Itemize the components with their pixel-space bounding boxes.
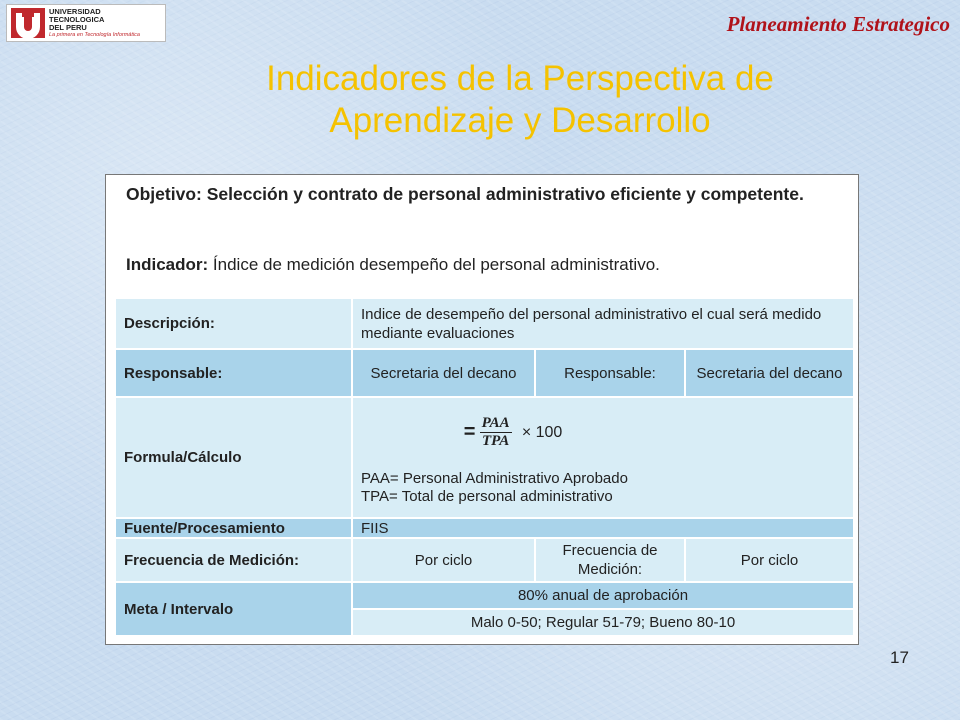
indicator-card <box>105 174 859 645</box>
utp-logo-icon <box>11 8 45 38</box>
objective-label: Objetivo: <box>126 184 202 204</box>
frecuencia-value-1: Por ciclo <box>352 538 535 582</box>
formula-cell <box>352 397 854 518</box>
table-row-descripcion <box>115 298 854 349</box>
page-number: 17 <box>890 648 909 667</box>
fuente-value: FIIS <box>352 518 854 538</box>
logo-text <box>49 8 104 32</box>
objective <box>126 181 826 208</box>
formula-numerator: PAA <box>481 415 510 431</box>
descripcion-label: Descripción: <box>115 298 352 349</box>
frecuencia-label: Frecuencia de Medición: <box>115 538 352 582</box>
formula-definition-1: PAA= Personal Administrativo Aprobado <box>361 470 628 487</box>
formula-definitions <box>361 470 845 506</box>
formula-denominator: TPA <box>482 433 510 449</box>
indicator-table <box>114 297 855 637</box>
logo-line-2: TECNOLOGICA <box>49 15 105 24</box>
university-logo <box>6 4 166 42</box>
slide-title-line-2: Aprendizaje y Desarrollo <box>329 101 711 140</box>
meta-value-2: Malo 0-50; Regular 51-79; Bueno 80-10 <box>352 609 854 636</box>
formula-multiplier: × 100 <box>521 423 563 441</box>
fuente-label: Fuente/Procesamiento <box>115 518 352 538</box>
formula-definition-2: TPA= Total de personal administrativo <box>361 488 613 505</box>
frecuencia-value-2: Por ciclo <box>685 538 854 582</box>
descripcion-value: Indice de desempeño del personal administrativo el cual será medido mediante evaluaciones <box>352 298 854 349</box>
logo-line-1: UNIVERSIDAD <box>49 7 101 16</box>
logo-slogan: La primera en Tecnología Informática <box>49 32 140 38</box>
logo-line-3: DEL PERU <box>49 23 87 32</box>
slide-title-line-1: Indicadores de la Perspectiva de <box>266 59 774 98</box>
table-row-fuente <box>115 518 854 538</box>
responsable-value-2: Secretaria del decano <box>685 349 854 397</box>
frecuencia-label-2: Frecuencia de Medición: <box>535 538 685 582</box>
table-row-frecuencia <box>115 538 854 582</box>
responsable-label: Responsable: <box>115 349 352 397</box>
slide-title <box>150 58 890 142</box>
formula-fraction <box>480 415 512 450</box>
indicator-label: Indicador: <box>126 255 209 274</box>
objective-text: Selección y contrato de personal administrativo eficiente y competente. <box>206 184 804 204</box>
indicator <box>126 255 826 275</box>
table-row-meta-1 <box>115 582 854 609</box>
table-row-formula <box>115 397 854 518</box>
meta-value-1: 80% anual de aprobación <box>352 582 854 609</box>
formula-label: Formula/Cálculo <box>115 397 352 518</box>
responsable-value-1: Secretaria del decano <box>352 349 535 397</box>
course-title: Planeamiento Estrategico <box>726 12 950 36</box>
meta-label: Meta / Intervalo <box>115 582 352 636</box>
formula-expression <box>181 415 845 450</box>
table-row-responsable <box>115 349 854 397</box>
formula-equals: = <box>463 421 476 443</box>
responsable-label-2: Responsable: <box>535 349 685 397</box>
indicator-text: Índice de medición desempeño del personal administrativo. <box>212 255 660 274</box>
